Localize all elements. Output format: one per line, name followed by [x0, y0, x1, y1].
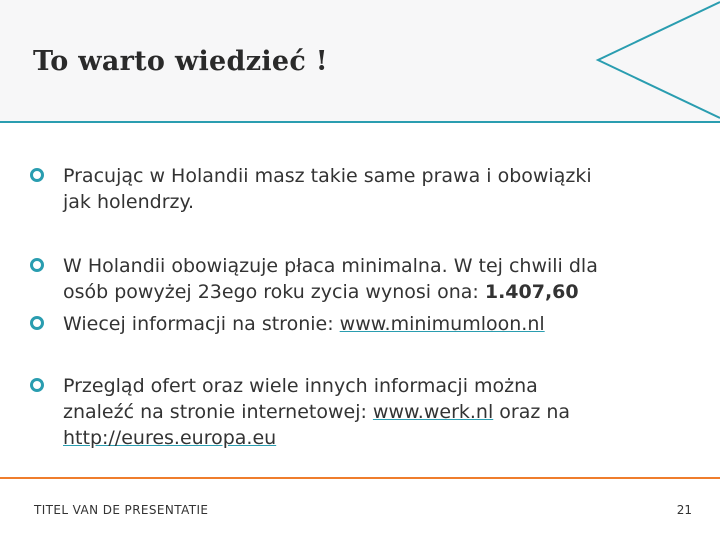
- minimumloon-link[interactable]: www.minimumloon.nl: [339, 313, 545, 335]
- bullet-line: [63, 311, 710, 337]
- bullet-item-more-info: [30, 311, 710, 337]
- bullet-item-rights: [30, 163, 710, 215]
- werk-link[interactable]: www.werk.nl: [372, 401, 494, 423]
- hollow-circle-bullet-icon: [30, 378, 44, 392]
- bullet-text-segment: osób powyżej 23ego roku zycia wynosi ona:: [63, 281, 485, 303]
- bullet-text-segment: Wiecej informacji na stronie:: [63, 313, 340, 335]
- bullet-text-segment: oraz na: [493, 401, 571, 423]
- footer-presentation-title: TITEL VAN DE PRESENTATIE: [34, 503, 209, 517]
- slide-title: To warto wiedzieć !: [33, 46, 328, 77]
- bullet-line: Pracując w Holandii masz takie same prawa i obowiązki: [63, 165, 592, 187]
- eures-link[interactable]: http://eures.europa.eu: [63, 427, 277, 449]
- page-number: 21: [676, 503, 692, 517]
- hollow-circle-bullet-icon: [30, 168, 44, 182]
- bullet-line: W Holandii obowiązuje płaca minimalna. W tej chwili dla: [63, 255, 598, 277]
- bullet-line: jak holendrzy.: [63, 191, 195, 213]
- bullet-line: [63, 279, 710, 305]
- bullet-item-job-offers: [30, 373, 710, 451]
- minimum-wage-amount: 1.407,60: [484, 281, 579, 303]
- hollow-circle-bullet-icon: [30, 258, 44, 272]
- footer-divider: [0, 477, 720, 479]
- bullet-line: [63, 425, 710, 451]
- hollow-circle-bullet-icon: [30, 316, 44, 330]
- bullet-item-minimum-wage: [30, 253, 710, 305]
- chevron-triangle-decoration-icon: [590, 0, 720, 124]
- bullet-line: Przegląd ofert oraz wiele innych informacji można: [63, 375, 538, 397]
- bullet-text-segment: znaleźć na stronie internetowej:: [63, 401, 373, 423]
- bullet-line: [63, 399, 710, 425]
